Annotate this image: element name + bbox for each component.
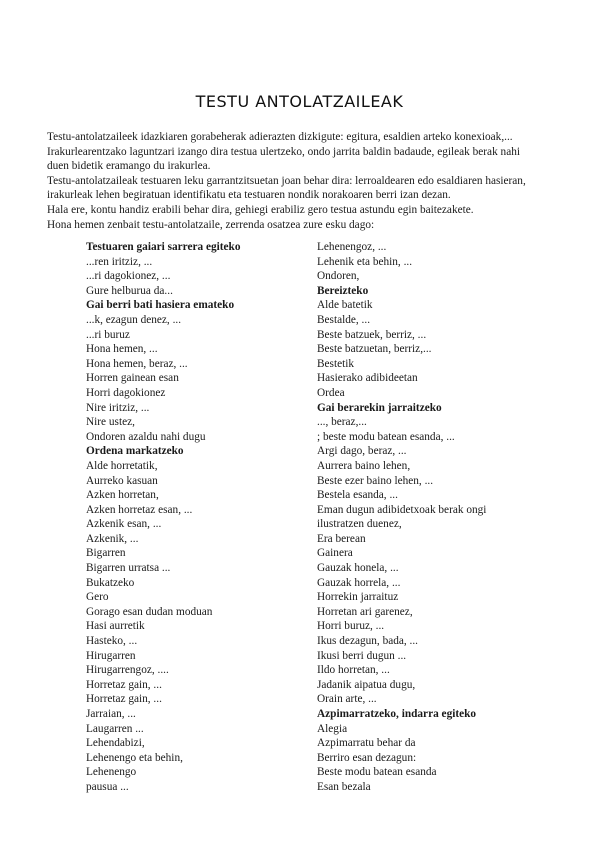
section-heading: Testuaren gaiari sarrera egiteko (86, 241, 241, 253)
connector-item: Nire ustez, (86, 416, 135, 429)
connector-item: Beste batzuek, berriz, ... (317, 328, 427, 341)
connector-item: ...ren iritziz, ... (86, 255, 153, 268)
connector-item: Beste ezer baino lehen, ... (317, 474, 434, 487)
connector-item: Gorago esan dudan moduan (86, 605, 213, 618)
connector-item: Hirugarrengoz, .... (86, 664, 169, 677)
connector-item: Alegia (317, 722, 348, 735)
connector-item: Gauzak honela, ... (317, 562, 399, 575)
connector-item: Gero (86, 591, 109, 604)
connector-item: Jadanik aipatua dugu, (317, 678, 416, 691)
connector-item: ...ri buruz (86, 328, 130, 341)
connector-item: Horren gainean esan (86, 372, 179, 385)
connector-item: Ondoren, (317, 270, 360, 283)
intro-line: Testu-antolatzaileak testuaren leku garrantzitsuetan joan behar dira: lerroaldearen edo esaldiaren hasieran, (47, 174, 526, 187)
connector-item: Azken horretaz esan, ... (86, 503, 193, 516)
connector-item: Horretaz gain, ... (86, 678, 162, 691)
connector-item: Jarraian, ... (86, 708, 136, 720)
connector-item: Horri dagokionez (86, 386, 166, 399)
connector-item: Hona hemen, beraz, ... (86, 357, 188, 370)
section-heading: Bereizteko (317, 284, 369, 297)
section-heading: Gai berri bati hasiera emateko (86, 299, 235, 312)
connector-item: Lehenengoz, ... (317, 241, 387, 253)
connector-item: Azken horretan, (86, 489, 159, 502)
connector-item: ; beste modu batean esanda, ... (317, 430, 455, 443)
intro-text (47, 130, 557, 232)
connector-item: Lehenengo eta behin, (86, 751, 183, 764)
connector-item: Lehenik eta behin, ... (317, 255, 413, 268)
connector-item: ilustratzen duenez, (317, 518, 402, 531)
connector-item: Azkenik, ... (86, 532, 139, 545)
connector-item: Bestalde, ... (317, 313, 371, 326)
section-heading: Ordena markatzeko (86, 445, 184, 458)
intro-line: Hala ere, kontu handiz erabili behar dira, gehiegi erabiliz gero testua astundu egin baitezakete. (47, 203, 474, 216)
connector-item: Ikusi berri dugun ... (317, 649, 407, 662)
connector-item: Hasierako adibideetan (317, 372, 418, 385)
intro-line: Irakurlearentzako laguntzari izango dira testua ulertzeko, ondo jarrita baldin badaude, egileak berak nahi (47, 145, 520, 158)
left-column (86, 240, 296, 795)
connector-item: Lehendabizi, (86, 737, 145, 750)
right-column (317, 240, 567, 795)
connector-item: Beste modu batean esanda (317, 766, 437, 779)
section-heading: Gai berarekin jarraitzeko (317, 401, 442, 414)
connector-item: ...ri dagokionez, ... (86, 270, 171, 283)
connector-item: Aurreko kasuan (86, 474, 158, 487)
connector-item: Era berean (317, 532, 366, 545)
section-heading: Azpimarratzeko, indarra egiteko (317, 708, 477, 720)
connector-item: Berriro esan dezagun: (317, 751, 417, 764)
connector-item: Bigarren urratsa ... (86, 562, 171, 575)
connector-item: Nire iritziz, ... (86, 401, 150, 414)
intro-line: irakurleak lehen begiratuan identifikatu eta testuaren nondik norakoaren berri izan dezan. (47, 189, 451, 202)
connector-item: Bigarren (86, 547, 126, 560)
connector-item: Gure helburua da... (86, 284, 173, 297)
connector-item: pausua ... (86, 780, 129, 793)
connector-item: Horretan ari garenez, (317, 605, 413, 618)
connector-item: Eman dugun adibidetxoak berak ongi (317, 503, 487, 516)
connector-item: Ondoren azaldu nahi dugu (86, 430, 206, 443)
connector-item: ...k, ezagun denez, ... (86, 313, 182, 326)
page-title: TESTU ANTOLATZAILEAK (195, 92, 404, 111)
connector-item: Ordea (317, 386, 345, 399)
connector-item: Hona hemen, ... (86, 343, 158, 356)
connector-item: Hasteko, ... (86, 635, 138, 648)
connector-item: Bukatzeko (86, 576, 135, 589)
connector-item: Bestetik (317, 357, 355, 370)
connector-item: Alde horretatik, (86, 459, 158, 472)
connector-item: Lehenengo (86, 766, 137, 779)
connector-item: Gauzak horrela, ... (317, 576, 401, 589)
intro-line: Testu-antolatzaileek idazkiaren gorabeherak adierazten dizkigute: egitura, esaldien arteko konexioak,... (47, 131, 513, 143)
connector-item: Bestela esanda, ... (317, 489, 398, 502)
connector-item: Alde batetik (317, 299, 373, 312)
connector-item: Azpimarratu behar da (317, 737, 416, 750)
connector-item: Ildo horretan, ... (317, 664, 390, 677)
connector-item: Aurrera baino lehen, (317, 459, 411, 472)
connector-item: Orain arte, ... (317, 693, 377, 706)
connector-item: Beste batzuetan, berriz,... (317, 343, 432, 356)
connector-item: Horri buruz, ... (317, 620, 385, 633)
connector-item: Azkenik esan, ... (86, 518, 162, 531)
connector-item: Laugarren ... (86, 722, 144, 735)
connector-item: Argi dago, beraz, ... (317, 445, 407, 458)
connector-item: Esan bezala (317, 780, 371, 793)
connector-item: ..., beraz,... (317, 416, 367, 429)
intro-line: duen bidetik eramango du irakurlea. (47, 160, 211, 173)
connector-item: Hasi aurretik (86, 620, 145, 633)
connector-item: Ikus dezagun, bada, ... (317, 635, 419, 648)
connector-item: Horretaz gain, ... (86, 693, 162, 706)
connector-item: Horrekin jarraituz (317, 591, 399, 604)
intro-line: Hona hemen zenbait testu-antolatzaile, zerrenda osatzea zure esku dago: (47, 218, 375, 231)
connector-item: Hirugarren (86, 649, 136, 662)
connector-item: Gainera (317, 547, 353, 560)
